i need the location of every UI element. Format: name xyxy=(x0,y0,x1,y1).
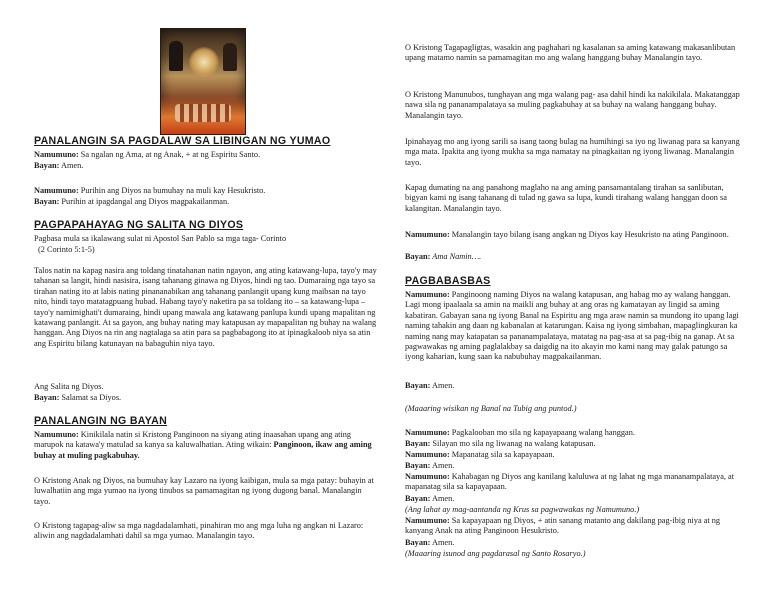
final-line-4 xyxy=(405,461,454,471)
painting-figure-left xyxy=(169,41,183,71)
religious-painting-image xyxy=(160,28,246,135)
speaker-label: Namumuno: xyxy=(405,290,450,299)
line-namumuno-1 xyxy=(34,150,260,160)
reading-body: Talos natin na kapag nasira ang toldang tinatahanan natin ngayon, ang ating katawang-lupa, tayo'y may tahanan sa langit, hindi nasisira, isang tahanang ginawa ng Diyos, hindi ng tao. Dumaraing nga tayo sa tirahan nating ito at labis nating pinananabikan ang tahanang panlangit upang kung maibsan na tayo nito, hindi tayo matatagpuang hubad. Habang tayo'y naketira pa sa toldang ito – sa katawang-lupa – tayo'y namimighati't dumaraing, hindi upang mawala ang katawang panlupa kundi upang mapalitan ng katawang panlangit. At sa gayon, ang buhay nating may katapusan ay mapapalitan ng buhay na walang hanggan. Ang Diyos na rin ang nagtalaga sa atin para sa pagbabagong ito at ipinagkaloob niya sa atin ang Espiritu bilang katunayan na babaguhin niya tayo. xyxy=(34,266,377,348)
line-text: Kahabagan ng Diyos ang kanilang kaluluwa at ng lahat ng mga mananampalataya, at mapanatag sila sa kapayapaan. xyxy=(405,472,735,492)
speaker-label: Bayan: xyxy=(405,252,431,261)
line-text: Manalangin tayo bilang isang angkan ng Diyos kay Hesukristo na ating Panginoon. xyxy=(449,230,729,239)
speaker-label: Namumuno: xyxy=(405,450,450,459)
painting-figure-right xyxy=(223,43,237,71)
line-text: Amen. xyxy=(430,381,455,390)
reading-intro: Pagbasa mula sa ikalawang sulat ni Apostol San Pablo sa mga taga- Corinto xyxy=(34,234,287,243)
line-text: Purihin ang Diyos na bumuhay na muli kay Hesukristo. xyxy=(78,186,266,195)
section-title-pagdalaw: PANALANGIN SA PAGDALAW SA LIBINGAN NG YUMAO xyxy=(34,135,331,147)
intercession-1: O Kristong Anak ng Diyos, na bumuhay kay Lazaro na iyong kaibigan, mula sa mga patay: buhayin at luwalhatiin ang mga yumao na iyong tinubos sa pamamagitan ng iyong dugong banal. Manalangin tayo. xyxy=(34,476,374,506)
speaker-label: Namumuno: xyxy=(405,472,450,481)
reading-reference: (2 Corinto 5:1-5) xyxy=(38,245,95,254)
painting-souls xyxy=(175,104,231,122)
line-text: Mapanatag sila sa kapayapaan. xyxy=(449,450,555,459)
lords-prayer-invite xyxy=(405,230,743,240)
intercession-5: Ipinahayag mo ang iyong sarili sa isang taong bulag na humihingi sa iyo ng liwanag para sa kanyang mga mata. Ipakita ang iyong mukha sa mga namatay na pinagkaitan ng iyong liwanag. Manalangin tayo. xyxy=(405,137,740,167)
speaker-label: Namumuno: xyxy=(34,150,79,159)
line-bayan-1 xyxy=(34,161,83,171)
intercession-4: O Kristong Manunubos, tunghayan ang mga walang pag- asa dahil hindi ka nakikilala. Makatanggap nawa sila ng pananampalataya sa muling pagkabuhay at sa buhay na walang hanggang buhay. Manalangin tayo. xyxy=(405,90,740,120)
lords-prayer-response xyxy=(405,252,481,262)
line-text: Amen. xyxy=(59,161,84,170)
final-line-1 xyxy=(405,428,635,438)
line-bayan-2 xyxy=(34,197,229,207)
line-text: Sa kapayapaan ng Diyos, + atin sanang matanto ang dakilang pag-ibig niya at ng kanyang Anak na ating Panginoon Hesukristo. xyxy=(405,516,721,536)
final-line-7 xyxy=(405,516,743,537)
intercession-6: Kapag dumating na ang panahong maglaho na ang aming pansamantalang tirahan sa sanlibutan, bigyan kami ng isang tahanang di tulad ng gawa sa lupa, kundi tirahang walang hanggan doon sa kalangitan. Manalangin tayo. xyxy=(405,183,727,213)
final-line-5 xyxy=(405,472,743,493)
speaker-label: Bayan: xyxy=(405,494,431,503)
intercession-lead xyxy=(34,430,379,461)
line-text: Purihin at ipagdangal ang Diyos magpakailanman. xyxy=(59,197,230,206)
line-text: Kinikilala natin si Kristong Panginoon na siyang ating inaasahan upang ang ating marupok na katawa'y matulad sa kanya sa kaluwalhatian. Ating wikain: xyxy=(34,430,352,450)
section-title-salita: PAGPAPAHAYAG NG SALITA NG DIYOS xyxy=(34,219,244,231)
rubric-note-cross: (Ang lahat ay mag-aantanda ng Krus sa pagwawakas ng Namumuno.) xyxy=(405,505,640,514)
intercession-2: O Kristong tagapag-aliw sa mga nagdadalamhati, pinahiran mo ang mga luha ng angkan ni Lazaro: aliwin ang nagdadalamhati dahil sa mga yumao. Manalangin tayo. xyxy=(34,521,364,541)
final-line-6 xyxy=(405,494,454,504)
speaker-label: Bayan: xyxy=(34,197,60,206)
line-text: Silayan mo sila ng liwanag na walang katapusan. xyxy=(430,439,596,448)
line-text: Pagkalooban mo sila ng kapayapaang walang hanggan. xyxy=(449,428,635,437)
line-namumuno-2 xyxy=(34,186,265,196)
line-text: Sa ngalan ng Ama, at ng Anak, + at ng Espiritu Santo. xyxy=(78,150,261,159)
final-line-3 xyxy=(405,450,555,460)
speaker-label: Bayan: xyxy=(405,439,431,448)
rubric-note-water: (Maaaring wisikan ng Banal na Tubig ang puntod.) xyxy=(405,404,577,413)
speaker-label: Namumuno: xyxy=(405,428,450,437)
line-text: Panginoong naming Diyos na walang katapusan, ang habag mo ay walang hanggan. Lagi mong ipaalaala sa amin na maikli ang buhay at ang oras ng kamatayan ay lingid sa aming kabatiran. Gabayan sana ng iyong Banal na Espiritu ang mga araw namin sa mundong ito upang lagi naming tahakin ang daan ng kabanalan at katarungan. Kaisa ng iyong simbahan, mapaglingkuran ka naming nang may katapatan sa pananampalataya, matatag na pag-asa at sa pag-ibig na ganap. At sa pagwawakas ng aming paglalakbay sa daigdig na ito akayin mo kami nang may galak patungo sa iyong kaharian, kung saan ka nabubuhay magpakailanman. xyxy=(405,290,739,362)
intercession-3: O Kristong Tagapagligtas, wasakin ang paghahari ng kasalanan sa aming katawang makasanlibutan upang matamo namin sa pamamagitan mo ang walang hanggang buhay Manalangin tayo. xyxy=(405,43,736,63)
painting-light xyxy=(189,47,219,77)
speaker-label: Bayan: xyxy=(405,538,431,547)
reading-closing: Ang Salita ng Diyos. xyxy=(34,382,104,391)
section-title-bayan: PANALANGIN NG BAYAN xyxy=(34,415,168,427)
rubric-note-rosary: (Maaaring isunod ang pagdarasal ng Santo Rosaryo.) xyxy=(405,549,586,558)
speaker-label: Namumuno: xyxy=(34,430,79,439)
speaker-label: Namumuno: xyxy=(34,186,79,195)
line-text: Ama Namin…. xyxy=(430,252,482,261)
line-text: Salamat sa Diyos. xyxy=(59,393,122,402)
final-line-8 xyxy=(405,538,454,548)
blessing-lead xyxy=(405,290,743,363)
speaker-label: Namumuno: xyxy=(405,230,450,239)
response-refrain: Panginoon, ikaw ang aming buhay at muling pagkabuhay. xyxy=(34,440,372,460)
speaker-label: Bayan: xyxy=(34,161,60,170)
line-text: Amen. xyxy=(430,494,455,503)
speaker-label: Namumuno: xyxy=(405,516,450,525)
speaker-label: Bayan: xyxy=(34,393,60,402)
line-text: Amen. xyxy=(430,461,455,470)
line-text: Amen. xyxy=(430,538,455,547)
speaker-label: Bayan: xyxy=(405,461,431,470)
speaker-label: Bayan: xyxy=(405,381,431,390)
line-bayan-response xyxy=(34,393,121,403)
final-line-2 xyxy=(405,439,596,449)
section-title-pagbabasbas: PAGBABASBAS xyxy=(405,275,491,287)
blessing-amen xyxy=(405,381,454,391)
